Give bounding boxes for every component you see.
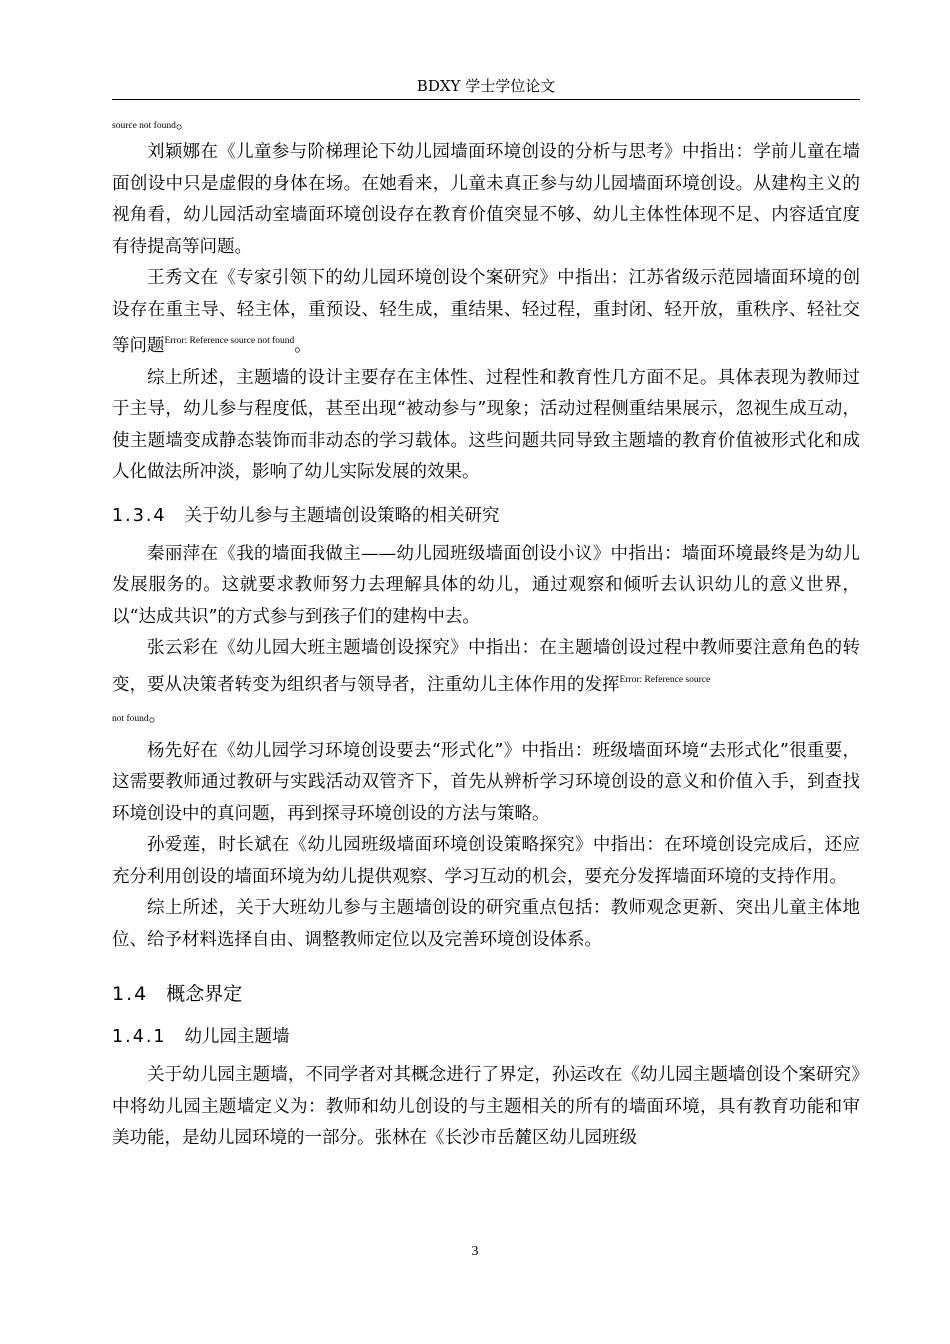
section-title: 关于幼儿参与主题墙创设策略的相关研究 — [184, 505, 500, 526]
section-number: 1.3.4 — [112, 505, 167, 526]
paragraph-text: 综上所述，关于大班幼儿参与主题墙创设的研究重点包括：教师观念更新、突出儿童主体地位、给予材料选择自由、调整教师定位以及完善环境创设体系。 — [112, 898, 860, 950]
paragraph-end: 。 — [294, 336, 312, 356]
page-number-text: 3 — [471, 1244, 479, 1259]
paragraph-text: 刘颖娜在《儿童参与阶梯理论下幼儿园墙面环境创设的分析与思考》中指出：学前儿童在墙面创设中只是虚假的身体在场。在她看来，儿童未真正参与幼儿园墙面环境创设。从建构主义的视角看，幼儿园活动室墙面环境创设存在教育价值突显不够、幼儿主体性体现不足、内容适宜度有待提高等问题。 — [112, 142, 860, 257]
section-number: 1.4.1 — [112, 1027, 167, 1047]
page-body — [112, 112, 860, 1155]
paragraph-qin — [112, 539, 860, 634]
paragraph-text: 秦丽萍在《我的墙面我做主——幼儿园班级墙面创设小议》中指出：墙面环境最终是为幼儿发展服务的。这就要求教师努力去理解具体的幼儿，通过观察和倾听去认识幼儿的意义世界，以“达成共识”的方式参与到孩子们的建构中去。 — [112, 543, 860, 627]
paragraph-zhang — [112, 633, 860, 736]
paragraph-wang — [112, 263, 860, 363]
section-heading-1-3-4 — [112, 501, 860, 531]
reference-error: Error: Reference source not found — [164, 336, 295, 346]
page-header — [112, 72, 860, 100]
paragraph-yang — [112, 736, 860, 831]
paragraph-text: 综上所述，主题墙的设计主要存在主体性、过程性和教育性几方面不足。具体表现为教师过于主导，幼儿参与程度低，甚至出现“被动参与”现象；活动过程侧重结果展示，忽视生成互动，使主题墙变成静态装饰而非动态的学习载体。这些问题共同导致主题墙的教育价值被形式化和成人化做法所冲淡，影响了幼儿实际发展的效果。 — [112, 367, 860, 482]
reference-error: Error: Reference source — [619, 674, 711, 685]
carry-over-line — [112, 112, 860, 137]
section-heading-1-4-1 — [112, 1022, 860, 1052]
section-title: 概念界定 — [166, 983, 243, 1005]
section-heading-1-4 — [112, 978, 860, 1010]
paragraph-end: 。 — [148, 706, 167, 726]
carry-over-punct: 。 — [175, 113, 194, 133]
paragraph-sun — [112, 830, 860, 893]
paragraph-text: 杨先好在《幼儿园学习环境创设要去“形式化”》中指出：班级墙面环境“去形式化”很重要，这需要教师通过教研与实践活动双管齐下，首先从辨析学习环境创设的意义和价值入手，到查找环境创设中的真问题，再到探寻环境创设的方法与策略。 — [112, 740, 860, 824]
section-number: 1.4 — [112, 983, 149, 1005]
paragraph-text: 关于幼儿园主题墙，不同学者对其概念进行了界定，孙运改在《幼儿园主题墙创设个案研究》中将幼儿园主题墙定义为：教师和幼儿创设的与主题相关的所有的墙面环境，具有教育功能和审美功能，是幼儿园环境的一部分。张林在《长沙市岳麓区幼儿园班级 — [112, 1065, 860, 1148]
paragraph-summary-a — [112, 363, 860, 489]
paragraph-summary-b — [112, 893, 860, 956]
reference-error-tail: not found — [112, 714, 149, 724]
page-number — [0, 1244, 950, 1260]
paragraph-text: 王秀文在《专家引领下的幼儿园环境创设个案研究》中指出：江苏省级示范园墙面环境的创设存在重主导、轻主体，重预设、轻生成，重结果、轻过程，重封闭、轻开放，重秩序、轻社交等问题 — [112, 268, 860, 356]
paragraph-theme-wall — [112, 1060, 860, 1155]
header-title: BDXY 学士学位论文 — [416, 77, 556, 95]
paragraph-text: 张云彩在《幼儿园大班主题墙创设探究》中指出：在主题墙创设过程中教师要注意角色的转变，要从决策者转变为组织者与领导者，注重幼儿主体作用的发挥 — [112, 638, 860, 695]
reference-error-tail: source not found — [112, 121, 176, 131]
paragraph-liu — [112, 137, 860, 263]
paragraph-text: 孙爱莲，时长斌在《幼儿园班级墙面环境创设策略探究》中指出：在环境创设完成后，还应充分利用创设的墙面环境为幼儿提供观察、学习互动的机会，要充分发挥墙面环境的支持作用。 — [112, 835, 860, 887]
section-title: 幼儿园主题墙 — [184, 1027, 290, 1047]
